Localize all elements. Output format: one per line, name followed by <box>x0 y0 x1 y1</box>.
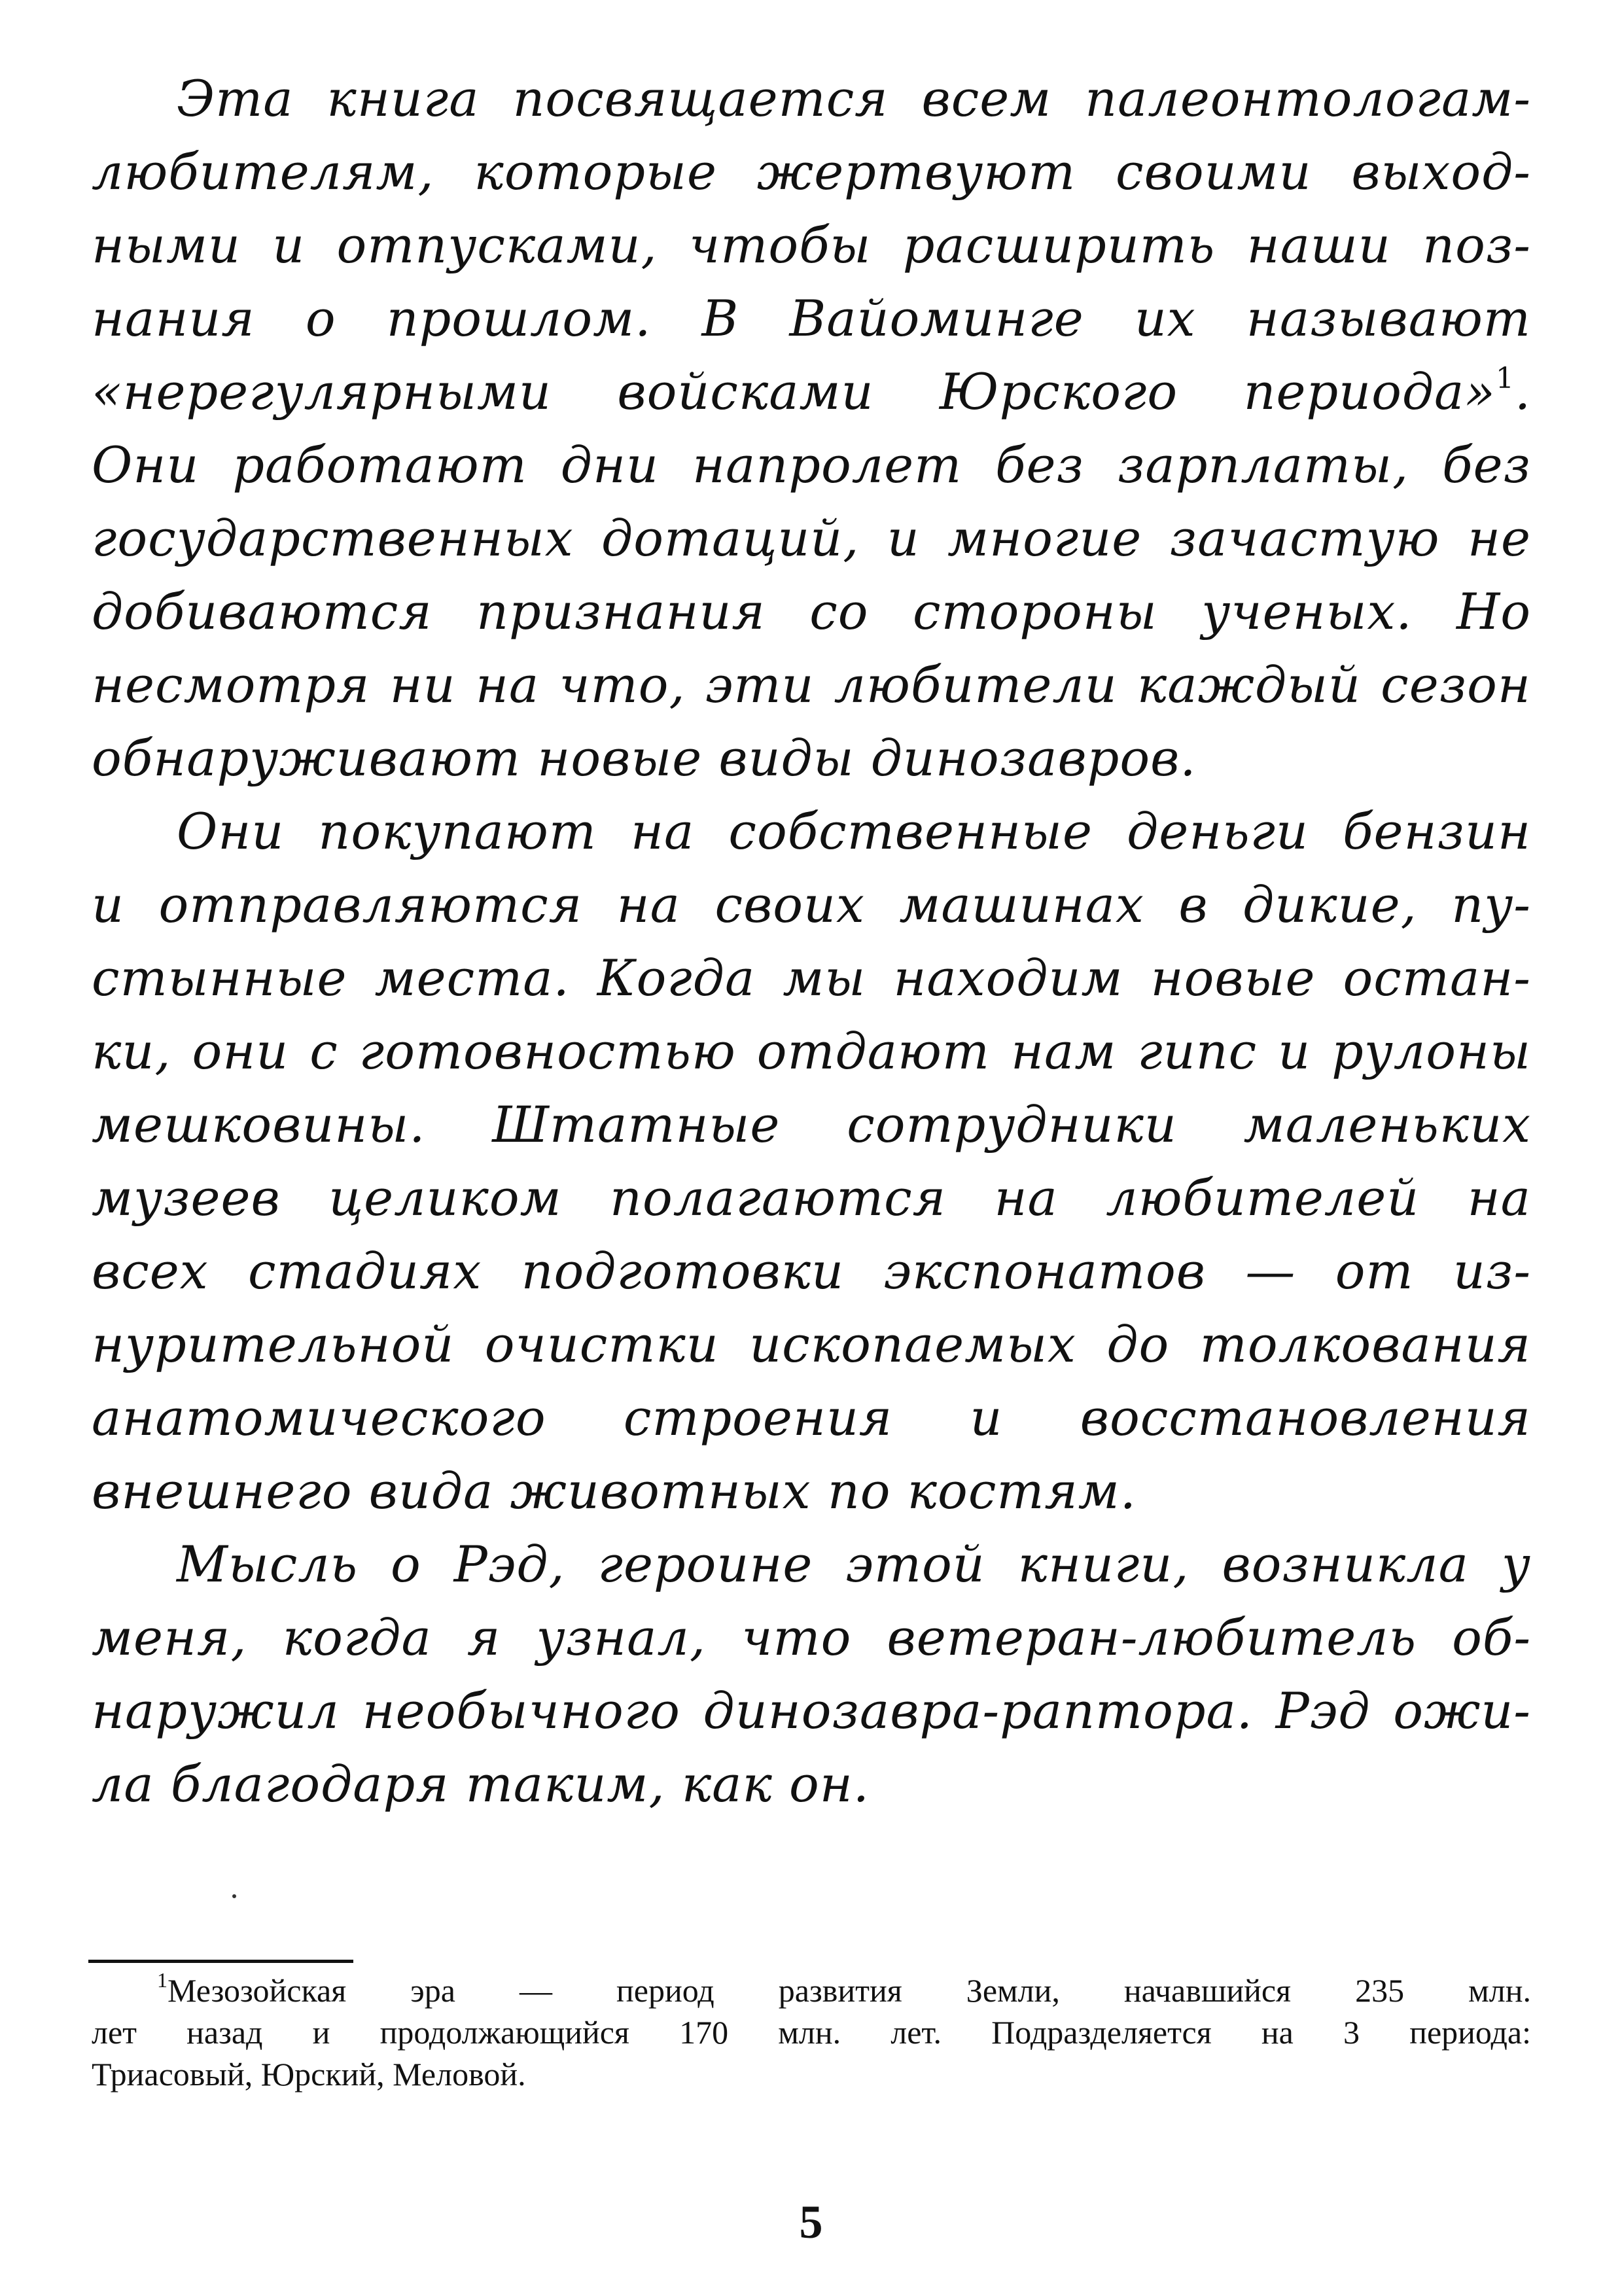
footnote-line: Триасовый, Юрский, Меловой. <box>92 2056 526 2093</box>
text-line: музеев целиком полагаются на любителей на <box>92 1169 1531 1227</box>
text-line: меня, когда я узнал, что ветеран-любитель об- <box>92 1608 1531 1667</box>
page-number: 5 <box>799 2196 823 2248</box>
text-line: стынные места. Когда мы находим новые остан- <box>92 949 1531 1007</box>
text-line: мешковины. Штатные сотрудники маленьких <box>92 1095 1531 1154</box>
text-line: Они работают дни напролет без зарплаты, без <box>92 436 1531 494</box>
text-line: несмотря ни на что, эти любители каждый сезон <box>92 656 1531 714</box>
dedication-text <box>92 62 1531 1821</box>
text-line: Эта книга посвящается всем палеонтологам- <box>177 69 1531 128</box>
text-line: внешнего вида животных по костям. <box>92 1462 1137 1520</box>
footnote-line <box>92 1969 1531 2011</box>
text-line: ки, они с готовностью отдают нам гипс и рулоны <box>92 1022 1531 1080</box>
text-line: всех стадиях подготовки экспонатов — от из- <box>92 1242 1531 1300</box>
text-line: Они покупают на собственные деньги бензин <box>177 802 1531 860</box>
text-line: государственных дотаций, и многие зачастую не <box>92 509 1531 567</box>
footnote-marker: 1 <box>157 1968 167 1992</box>
footnote-text: Мезозойская эра — период развития Земли, начавшийся 235 млн. <box>167 1972 1531 2009</box>
footnote-line: лет назад и продолжающийся 170 млн. лет. Подразделяется на 3 периода: <box>92 2014 1531 2051</box>
footnote <box>92 1969 1531 2095</box>
text-line: нурительной очистки ископаемых до толкования <box>92 1315 1531 1373</box>
text-line: ла благодаря таким, как он. <box>92 1755 870 1813</box>
text-line: ными и отпусками, чтобы расширить наши поз- <box>92 216 1531 274</box>
footnote-ref-suffix: . <box>1514 362 1531 421</box>
text-line-with-footnote-ref <box>92 355 1531 429</box>
text-line: «нерегулярными войсками Юрского периода» <box>92 362 1496 421</box>
footnote-divider <box>88 1960 353 1963</box>
scan-speck <box>232 1894 236 1898</box>
text-line: наружил необычного динозавра-раптора. Рэд ожи- <box>92 1682 1531 1740</box>
text-line: нания о прошлом. В Вайоминге их называют <box>92 289 1531 347</box>
text-line: добиваются признания со стороны ученых. Но <box>92 582 1531 641</box>
text-line: обнаруживают новые виды динозавров. <box>92 729 1197 787</box>
text-line: Мысль о Рэд, героине этой книги, возникла у <box>177 1535 1531 1593</box>
text-line: анатомического строения и восстановления <box>92 1388 1531 1447</box>
text-line: и отправляются на своих машинах в дикие, пу- <box>92 875 1531 934</box>
footnote-ref: 1 <box>1495 361 1515 395</box>
text-line: любителям, которые жертвуют своими выход- <box>92 143 1531 201</box>
